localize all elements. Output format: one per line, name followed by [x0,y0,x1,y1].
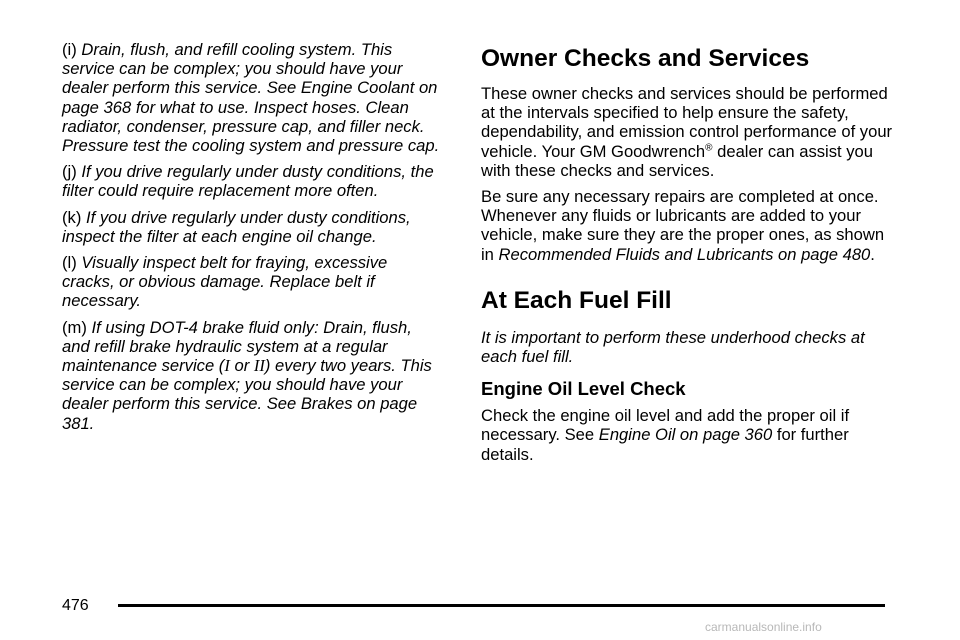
maintenance-note-j: (j) If you drive regularly under dusty conditions, the filter could require replacement more often. [62,162,434,201]
footer-rule [118,604,885,607]
owner-checks-paragraph-1: These owner checks and services should be performed at the intervals specified to help ensure the safety, dependability, and emission control performance of your vehicle. Your GM Goodwrench® dealer can assist you with these checks and services. [481,84,893,180]
owner-checks-paragraph-2: Be sure any necessary repairs are completed at once. Whenever any fluids or lubricants are added to your vehicle, make sure they are the proper ones, as shown in Recommended Fluids and Lubricants on page 480. [481,187,885,264]
page-number: 476 [62,597,89,614]
watermark: carmanualsonline.info [705,620,822,634]
heading-oil-level-check: Engine Oil Level Check [481,378,686,400]
registered-mark: ® [705,142,713,154]
fuel-fill-intro: It is important to perform these underhood checks at each fuel fill. [481,327,865,367]
heading-owner-checks: Owner Checks and Services [481,45,810,72]
oil-level-paragraph: Check the engine oil level and add the proper oil if necessary. See Engine Oil on page 360 for further details. [481,406,850,464]
maintenance-note-i: (i) Drain, flush, and refill cooling system. This service can be complex; you should have your dealer perform this service. See Engine Coolant on page 368 for what to use. Inspect hoses. Clean radiator, condenser, pressure cap, and filler neck. Pressure test the cooling system and pressure cap. [62,40,440,156]
maintenance-note-k: (k) If you drive regularly under dusty conditions, inspect the filter at each engine oil change. [62,207,411,246]
left-column [62,40,442,440]
maintenance-note-m: (m) If using DOT-4 brake fluid only: Drain, flush, and refill brake hydraulic system at a regular maintenance service (I or II) every two years. This service can be complex; you should have your dealer perform this service. See Brakes on page 381. [62,317,432,433]
engine-oil-reference-link[interactable]: Engine Oil on page 360 [598,425,773,445]
heading-fuel-fill: At Each Fuel Fill [481,286,672,314]
fluids-reference-link[interactable]: Recommended Fluids and Lubricants on page 480 [498,244,871,264]
maintenance-note-l: (l) Visually inspect belt for fraying, excessive cracks, or obvious damage. Replace belt if necessary. [62,253,388,311]
right-column [481,40,901,471]
